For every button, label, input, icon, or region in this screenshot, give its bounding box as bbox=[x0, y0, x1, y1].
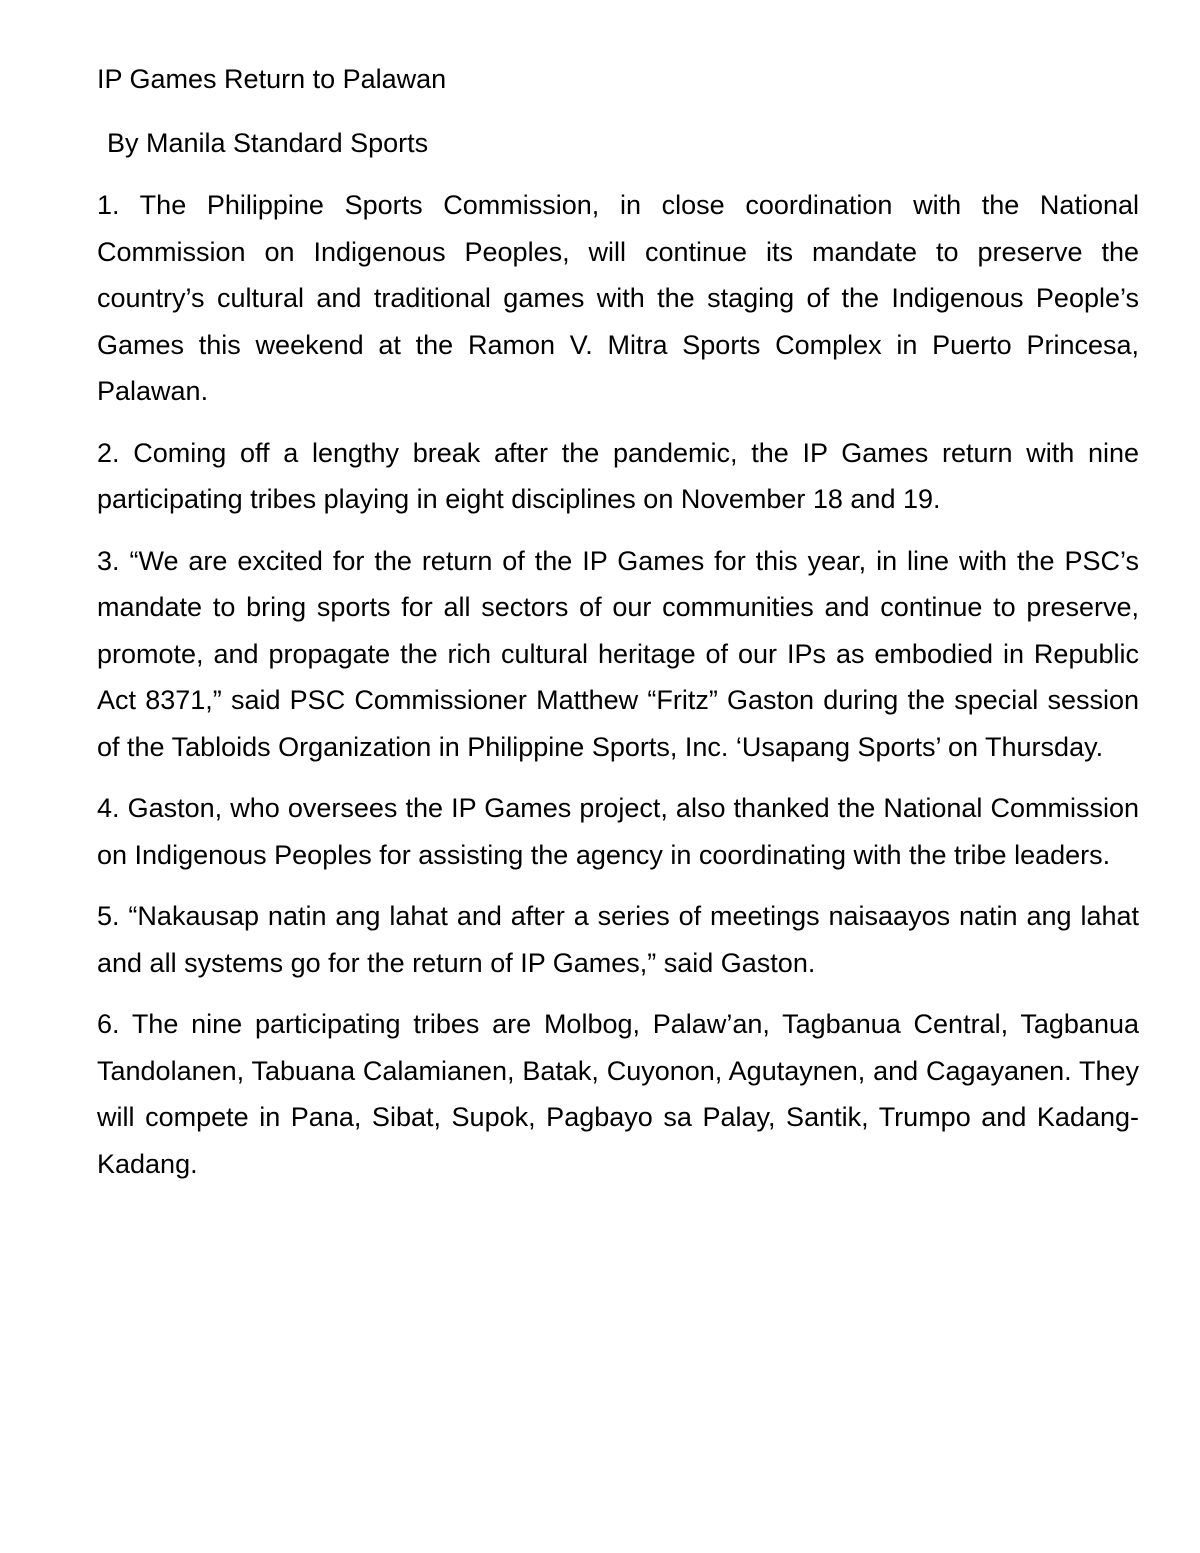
article-byline: By Manila Standard Sports bbox=[107, 127, 429, 158]
article-title: IP Games Return to Palawan bbox=[97, 64, 447, 94]
paragraph-4: 4. Gaston, who oversees the IP Games project, also thanked the National Commission on Indigenous Peoples for assisting the agency in coordinating with the tribe leaders. bbox=[97, 793, 1139, 870]
paragraph-6: 6. The nine participating tribes are Molbog, Palaw’an, Tagbanua Central, Tagbanua Tandolanen, Tabuana Calamianen, Batak, Cuyonon, Agutaynen, and Cagayanen. They will compete in Pana, Sibat, Supok, Pagbayo sa Palay, Santik, Trumpo and Kadang-Kadang. bbox=[97, 1009, 1139, 1179]
paragraph-1: 1. The Philippine Sports Commission, in close coordination with the National Commission on Indigenous Peoples, will continue its mandate to preserve the country’s cultural and traditional games with the staging of the Indigenous People’s Games this weekend at the Ramon V. Mitra Sports Complex in Puerto Princesa, Palawan. bbox=[97, 190, 1139, 406]
paragraph-5: 5. “Nakausap natin ang lahat and after a series of meetings naisaayos natin ang lahat and all systems go for the return of IP Games,” said Gaston. bbox=[97, 901, 1139, 978]
document-page bbox=[97, 56, 1139, 1202]
paragraph-3: 3. “We are excited for the return of the IP Games for this year, in line with the PSC’s mandate to bring sports for all sectors of our communities and continue to preserve, promote, and propagate the rich cultural heritage of our IPs as embodied in Republic Act 8371,” said PSC Commissioner Matthew “Fritz” Gaston during the special session of the Tabloids Organization in Philippine Sports, Inc. ‘Usapang Sports’ on Thursday. bbox=[97, 545, 1139, 762]
paragraph-2: 2. Coming off a lengthy break after the pandemic, the IP Games return with nine participating tribes playing in eight disciplines on November 18 and 19. bbox=[97, 437, 1139, 514]
